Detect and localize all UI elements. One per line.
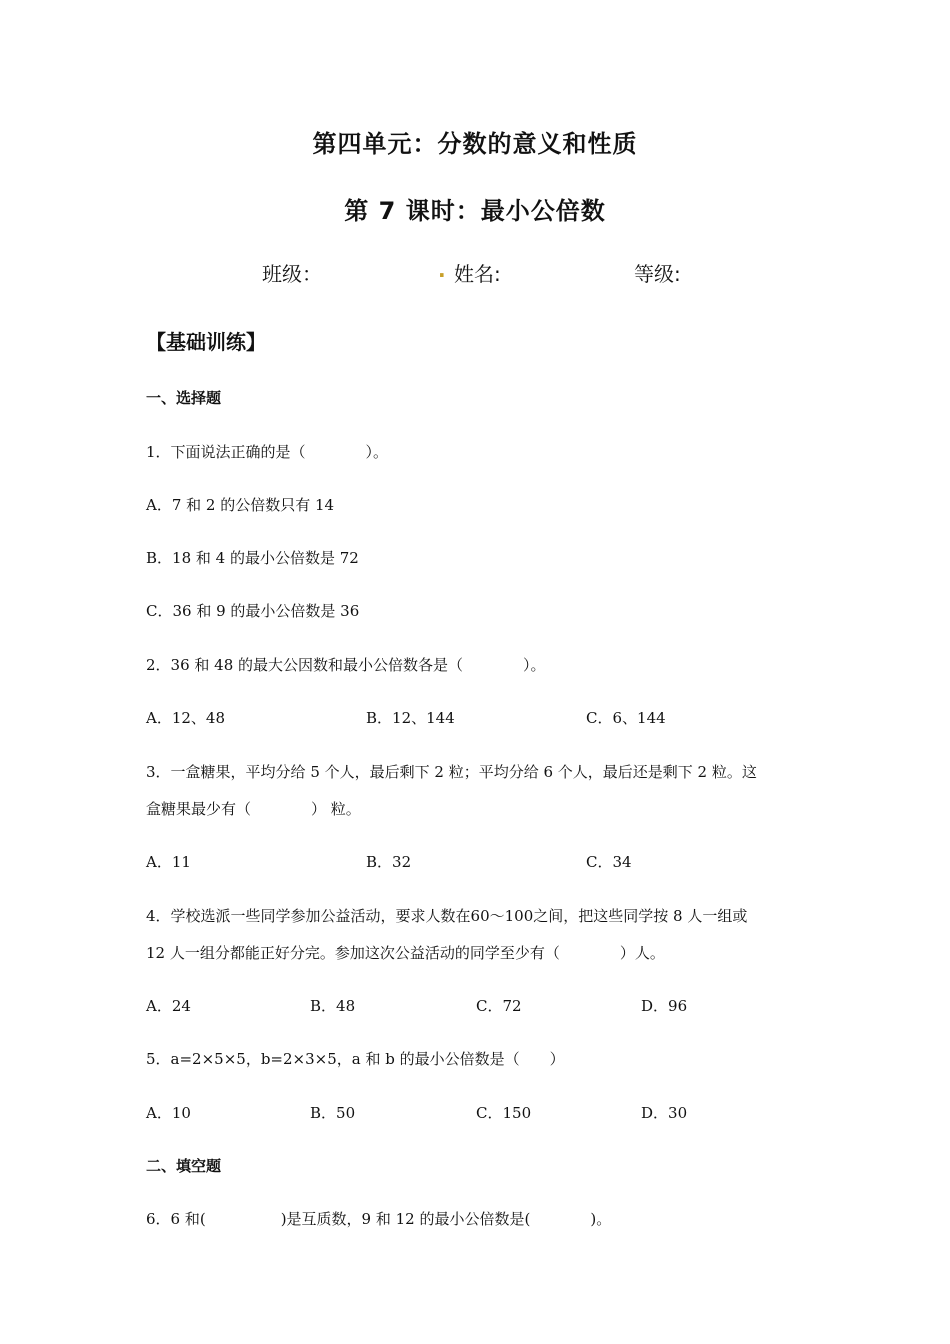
unit-title: 第四单元：分数的意义和性质 — [312, 130, 638, 158]
question-5-option-a: A．10 — [146, 1104, 191, 1122]
question-2-option-c: C．6、144 — [586, 709, 666, 727]
question-2-option-a: A．12、48 — [146, 709, 226, 727]
lesson-title: 第 7 课时：最小公倍数 — [344, 197, 606, 225]
question-4-text-line-1: 4．学校选派一些同学参加公益活动，要求人数在60～100之间，把这些同学按 8 人一组或 — [146, 907, 748, 925]
question-3-text-line-2: 盒糖果最少有（ ） 粒。 — [146, 800, 361, 818]
question-2-option-b: B．12、144 — [366, 709, 455, 727]
question-2-text: 2．36 和 48 的最大公因数和最小公倍数各是（ ）。 — [146, 656, 546, 674]
question-4-option-d: D．96 — [641, 997, 688, 1015]
question-4-option-a: A．24 — [146, 997, 191, 1015]
question-5-text: 5．a=2×5×5，b=2×3×5，a 和 b 的最小公倍数是（ ） — [146, 1050, 565, 1068]
choice-section-heading: 一、选择题 — [146, 389, 222, 407]
question-1-option-c: C．36 和 9 的最小公倍数是 36 — [146, 602, 360, 620]
question-5-option-d: D．30 — [641, 1104, 688, 1122]
question-6-text: 6．6 和( )是互质数，9 和 12 的最小公倍数是( )。 — [146, 1210, 612, 1228]
question-4-text-line-2: 12 人一组分都能正好分完。参加这次公益活动的同学至少有（ ）人。 — [146, 944, 665, 962]
question-1-option-a: A．7 和 2 的公倍数只有 14 — [146, 496, 335, 514]
question-3-text-line-1: 3．一盒糖果，平均分给 5 个人，最后剩下 2 粒；平均分给 6 个人，最后还是剩下 2 粒。这 — [146, 763, 757, 781]
question-1-text: 1．下面说法正确的是（ ）。 — [146, 443, 389, 461]
question-5-option-b: B．50 — [310, 1104, 356, 1122]
question-4-option-b: B．48 — [310, 997, 356, 1015]
question-3-option-b: B．32 — [366, 853, 412, 871]
question-4-option-c: C．72 — [476, 997, 522, 1015]
class-label: 班级： — [262, 262, 322, 286]
basic-training-heading: 【基础训练】 — [146, 330, 266, 354]
question-1-option-b: B．18 和 4 的最小公倍数是 72 — [146, 549, 359, 567]
question-3-option-a: A．11 — [146, 853, 191, 871]
fill-section-heading: 二、填空题 — [146, 1157, 222, 1175]
question-3-option-c: C．34 — [586, 853, 632, 871]
name-label: 姓名: — [454, 262, 501, 286]
question-5-option-c: C．150 — [476, 1104, 532, 1122]
grade-label: 等级: — [634, 262, 681, 286]
separator-dot: . — [438, 258, 446, 282]
